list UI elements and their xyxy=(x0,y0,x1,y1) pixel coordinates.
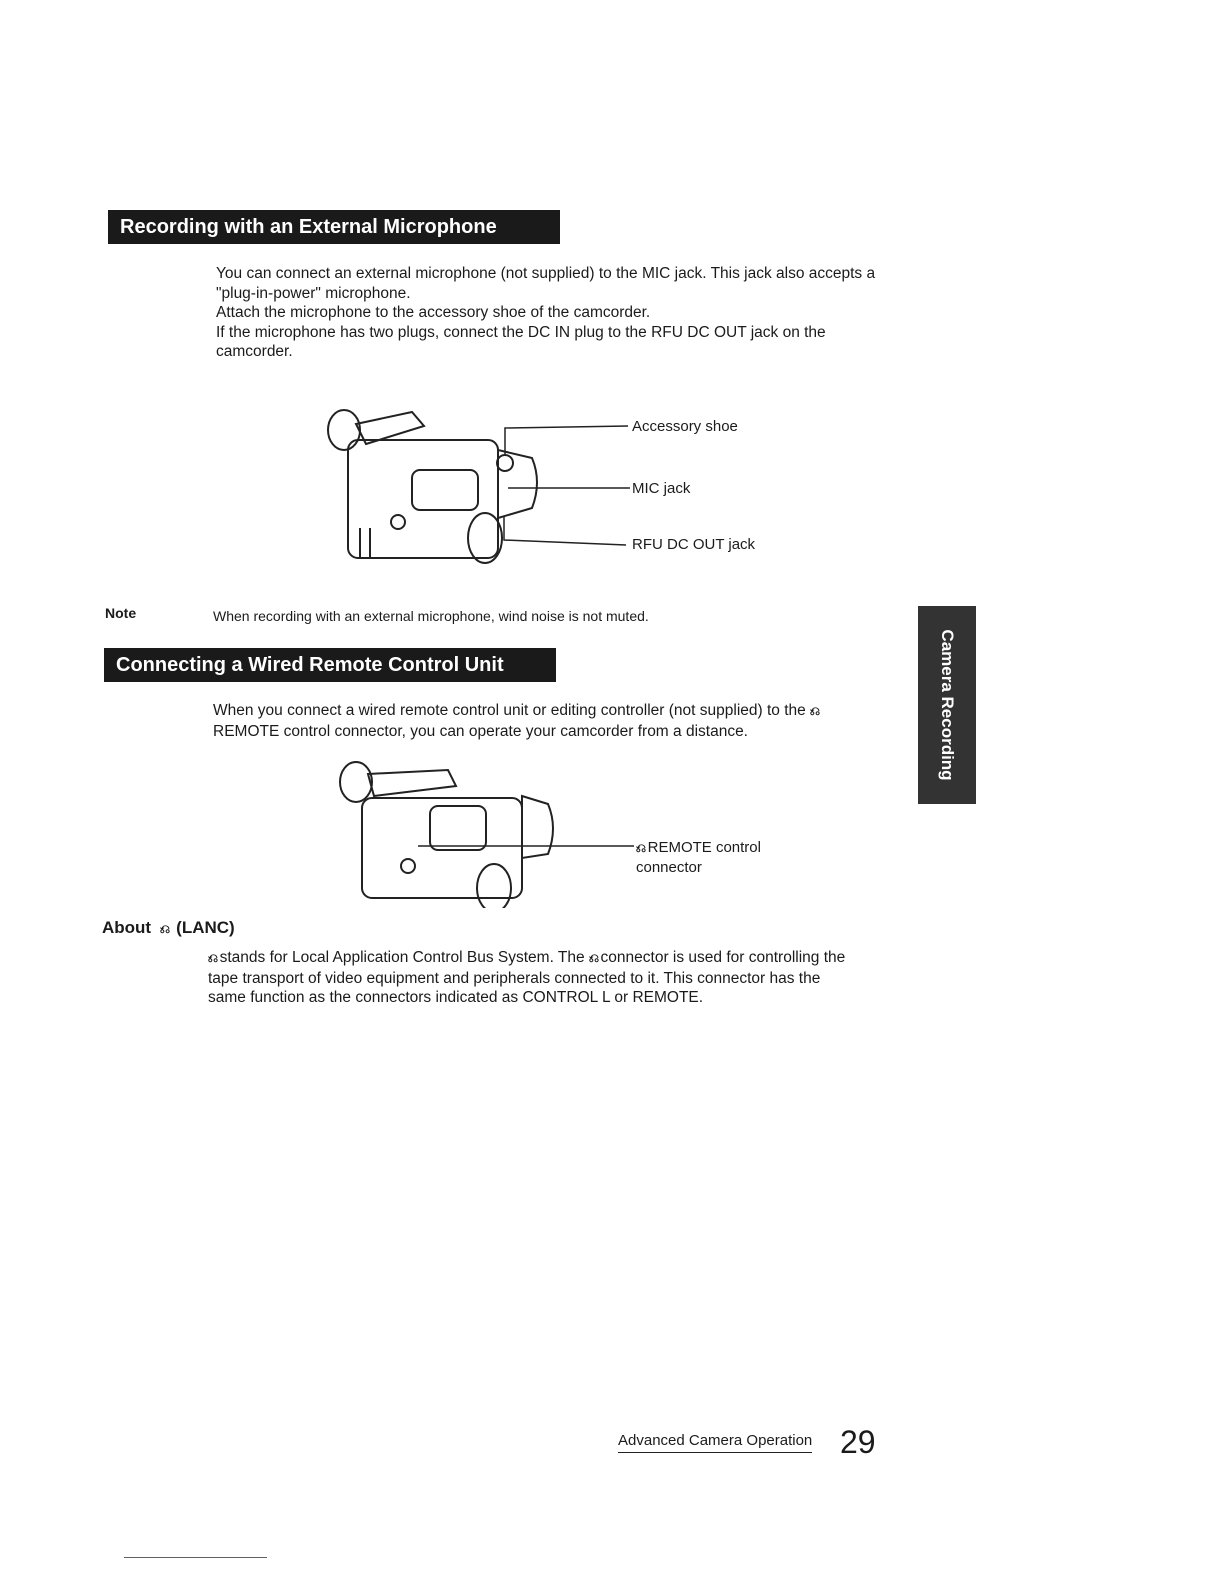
camcorder-panel xyxy=(430,806,486,850)
microphone-body xyxy=(216,264,896,362)
camcorder-grip xyxy=(360,528,370,558)
leader-line-accessory-shoe xyxy=(505,426,628,455)
viewfinder-eyecup xyxy=(340,762,372,802)
note-label: Note xyxy=(105,605,137,621)
lanc-icon: ⎌ xyxy=(207,951,216,965)
lanc-icon: ⎌ xyxy=(159,922,168,936)
label-mic-jack: MIC jack xyxy=(632,480,691,497)
side-tab-label: Camera Recording xyxy=(938,629,957,781)
camcorder-lens xyxy=(522,796,553,858)
camcorder-body xyxy=(362,798,522,898)
camcorder-microphone-illustration xyxy=(300,400,640,575)
remote-connector-line1: REMOTE control xyxy=(647,839,761,856)
camcorder-panel xyxy=(412,470,478,510)
label-accessory-shoe: Accessory shoe xyxy=(632,418,738,435)
remote-body xyxy=(213,701,903,741)
lanc-icon: ⎌ xyxy=(809,704,819,718)
accessory-shoe-mount xyxy=(497,455,513,471)
lens-cap xyxy=(468,513,502,563)
remote-paragraph-part1: When you connect a wired remote control unit or editing controller (not supplied) to the xyxy=(213,702,806,719)
lanc-heading-suffix: (LANC) xyxy=(176,918,235,937)
section-title-microphone: Recording with an External Microphone xyxy=(108,210,560,244)
side-tab-camera-recording xyxy=(918,606,976,804)
note-text: When recording with an external microphone, wind noise is not muted. xyxy=(213,608,649,624)
camcorder-dial xyxy=(391,515,405,529)
bottom-divider xyxy=(124,1557,267,1558)
lanc-heading xyxy=(102,918,235,939)
camcorder-lens xyxy=(498,450,537,518)
viewfinder-eyecup xyxy=(328,410,360,450)
lanc-body xyxy=(208,948,858,1008)
section-title-remote: Connecting a Wired Remote Control Unit xyxy=(104,648,556,682)
lens-cap xyxy=(477,864,511,908)
lanc-icon: ⎌ xyxy=(635,841,644,855)
microphone-paragraph: Attach the microphone to the accessory shoe of the camcorder. xyxy=(216,304,651,321)
camcorder-remote-illustration xyxy=(322,758,642,908)
viewfinder-tube xyxy=(368,770,456,796)
page-number: 29 xyxy=(840,1424,876,1460)
lanc-icon: ⎌ xyxy=(588,951,597,965)
label-remote-connector xyxy=(636,838,761,877)
remote-connector-line2: connector xyxy=(636,859,702,876)
lanc-heading-prefix: About xyxy=(102,918,152,937)
label-rfu-dc-out: RFU DC OUT jack xyxy=(632,536,756,553)
microphone-paragraph: If the microphone has two plugs, connect the DC IN plug to the RFU DC OUT jack on the camcorder. xyxy=(216,323,826,360)
leader-line-rfu xyxy=(504,516,626,545)
remote-paragraph-part2: REMOTE control connector, you can operate your camcorder from a distance. xyxy=(213,722,748,740)
camcorder-dial xyxy=(401,859,415,873)
footer-chapter: Advanced Camera Operation xyxy=(618,1431,812,1453)
lanc-paragraph-part2: connector is used for controlling the tape transport of video equipment and peripherals connected to it. This connector has the same function as the connectors indicated as CONTROL L or REMOTE. xyxy=(208,949,846,1006)
microphone-paragraph: You can connect an external microphone (not supplied) to the MIC jack. This jack also accepts a "plug-in-power" microphone. xyxy=(216,265,876,302)
lanc-paragraph-part1: stands for Local Application Control Bus System. The xyxy=(219,949,585,966)
